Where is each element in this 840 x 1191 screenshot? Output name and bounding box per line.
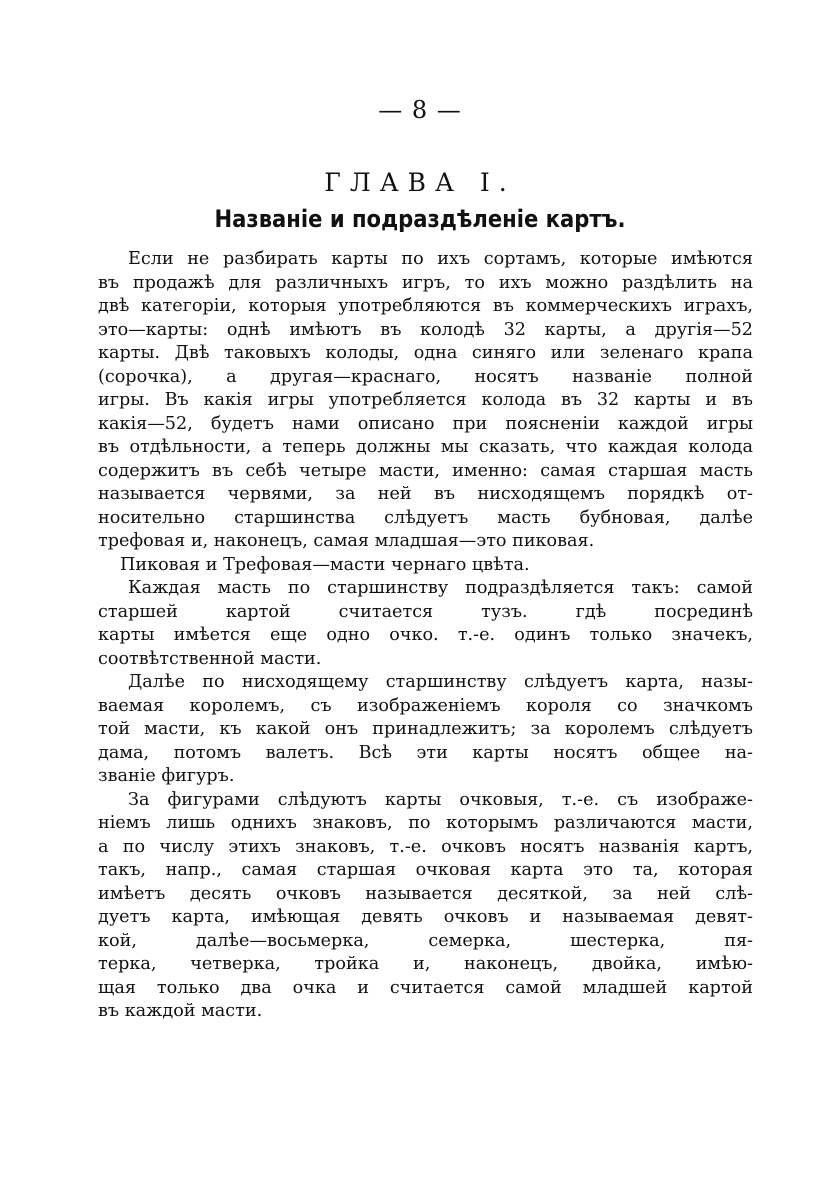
text-line: ніемъ лишь однихъ знаковъ, по которымъ различаются масти, (98, 813, 753, 833)
text-line: карты имѣется еще одно очко. т.-е. одинъ только значекъ, (98, 625, 753, 645)
text-line: ваемая королемъ, съ изображеніемъ короля со значкомъ (98, 695, 753, 716)
text-line: За фигурами слѣдуютъ карты очковыя, т.-е. съ изображе- (128, 789, 753, 810)
text-line: а по числу этихъ знаковъ, т.-е. очковъ носятъ названія картъ, (98, 836, 753, 857)
text-line: Пиковая и Трефовая—масти чернаго цвѣта. (120, 554, 530, 575)
page-number: — 8 — (378, 96, 462, 124)
text-line: старшей картой считается тузъ. гдѣ посрединѣ (98, 601, 753, 622)
text-line: это—карты: однѣ имѣютъ въ колодѣ 32 карты, а другія—52 (98, 319, 753, 340)
text-line: въ каждой масти. (98, 1001, 263, 1021)
chapter-label: ГЛАВА I. (324, 168, 516, 197)
text-line: такъ, напр., самая старшая очковая карта это та, которая (98, 860, 753, 880)
text-line: щая только два очка и считается самой младшей картой (98, 977, 753, 998)
text-line: въ продажѣ для различныхъ игръ, то ихъ можно раздѣлить на (98, 272, 753, 293)
text-line: какія—52, будетъ нами описано при поясненіи каждой игры (98, 413, 753, 434)
text-line: Если не разбирать карты по ихъ сортамъ, которые имѣются (128, 249, 753, 269)
text-line: соотвѣтственной масти. (98, 648, 322, 669)
paragraph-4 (98, 671, 753, 789)
text-line: Далѣе по нисходящему старшинству слѣдуетъ карта, назы- (128, 672, 753, 692)
chapter-title: Названіе и подраздѣленіе картъ. (214, 205, 626, 233)
text-line: терка, четверка, тройка и, наконецъ, двойка, имѣю- (98, 954, 753, 974)
text-line: игры. Въ какія игры употребляется колода въ 32 карты и въ (98, 390, 753, 410)
text-line: трефовая и, наконецъ, самая младшая—это пиковая. (98, 531, 595, 551)
text-line: содержитъ въ себѣ четыре масти, именно: самая старшая масть (98, 460, 753, 481)
text-line: званіе фигуръ. (98, 766, 235, 786)
text-line: носительно старшинства слѣдуетъ масть бубновая, далѣе (98, 507, 753, 528)
text-line: Каждая масть по старшинству подраздѣляется такъ: самой (128, 578, 753, 598)
text-line: въ отдѣльности, а теперь должны мы сказать, что каждая колода (98, 437, 753, 457)
text-line: двѣ категоріи, которыя употребляются въ коммерческихъ играхъ, (98, 296, 753, 316)
text-line: дама, потомъ валетъ. Всѣ эти карты носятъ общее на- (98, 742, 753, 763)
paragraph-1 (98, 248, 753, 554)
paragraph-3 (98, 577, 753, 671)
text-line: карты. Двѣ таковыхъ колоды, одна синяго или зеленаго крапа (98, 343, 753, 363)
text-line: называется червями, за ней въ нисходящемъ порядкѣ от- (98, 484, 753, 504)
text-line: той масти, къ какой онъ принадлежитъ; за королемъ слѣдуетъ (98, 719, 753, 739)
text-line: имѣетъ десять очковъ называется десяткой, за ней слѣ- (98, 883, 753, 904)
page-body (98, 248, 753, 1024)
text-line: кой, далѣе—восьмерка, семерка, шестерка, пя- (98, 930, 753, 951)
paragraph-2 (98, 554, 753, 578)
text-line: дуетъ карта, имѣющая девять очковъ и называемая девят- (98, 907, 753, 927)
text-line: (сорочка), а другая—краснаго, носятъ названіе полной (98, 366, 753, 387)
paragraph-5 (98, 789, 753, 1024)
